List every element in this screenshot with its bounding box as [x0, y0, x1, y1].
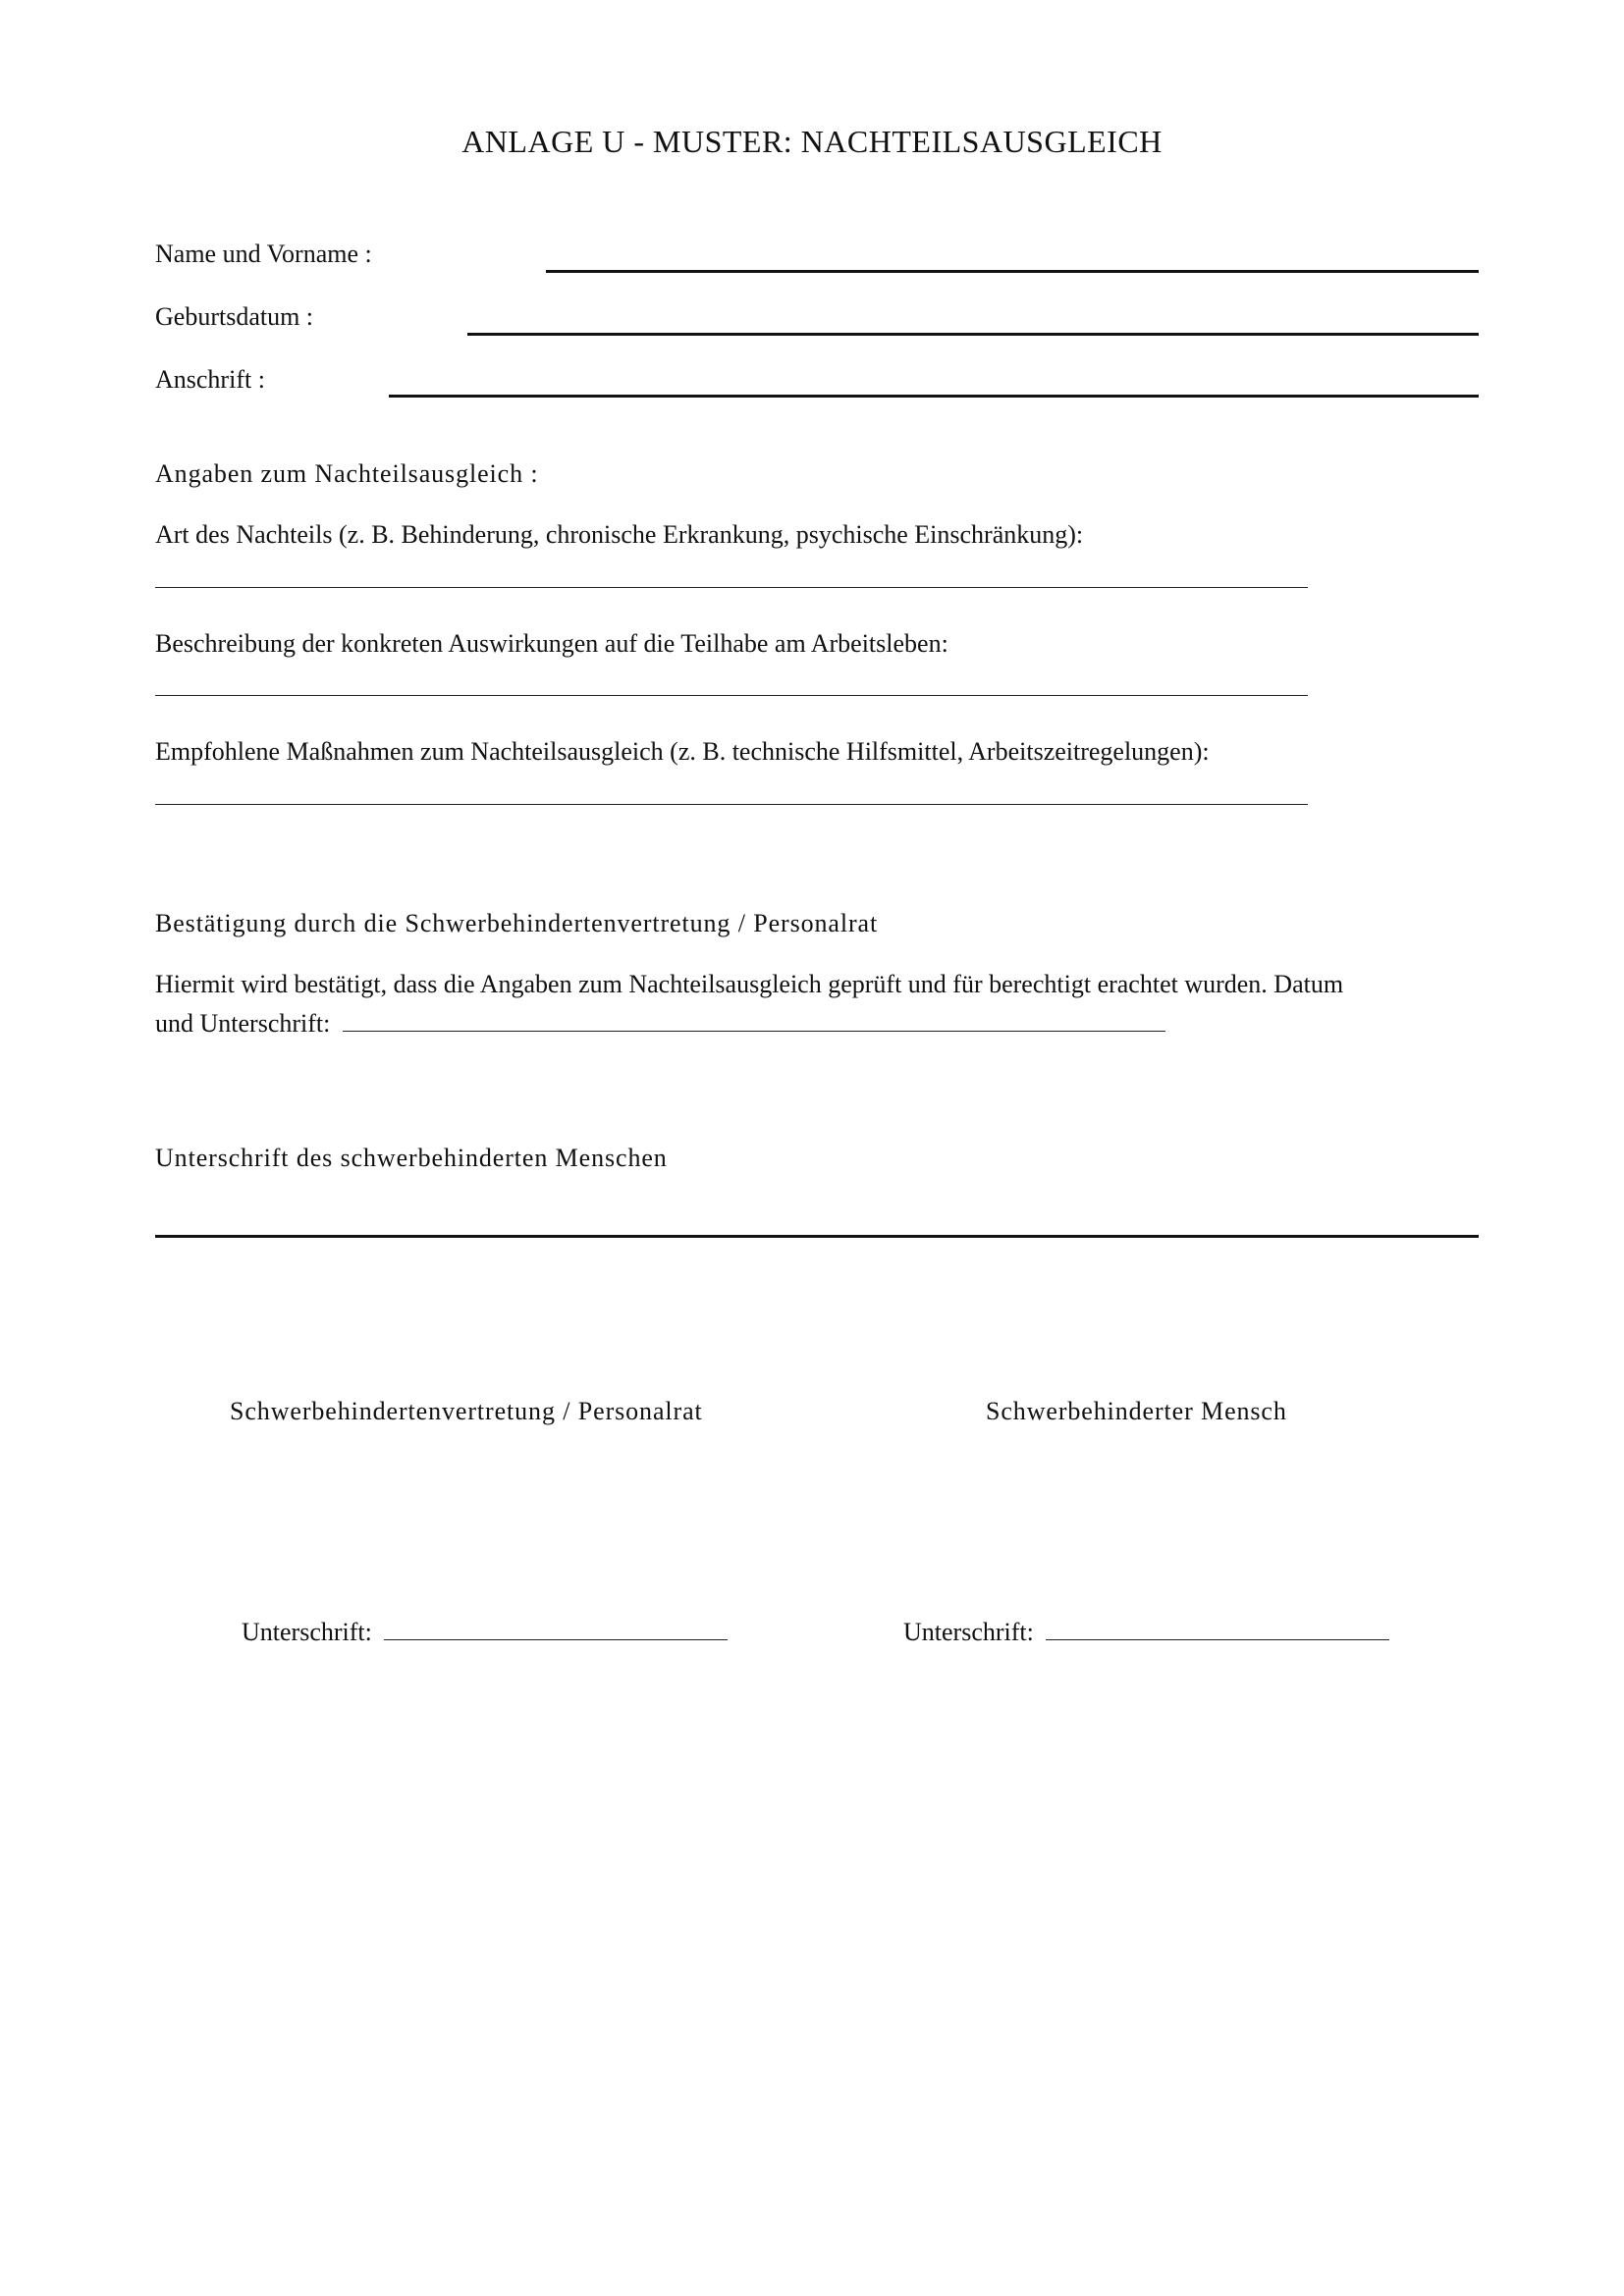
- effects-label: Beschreibung der konkreten Auswirkungen auf die Teilhabe am Arbeitsleben:: [155, 629, 948, 658]
- right-role-label: Schwerbehinderter Mensch: [986, 1397, 1287, 1425]
- person-signature-field[interactable]: [155, 1235, 1479, 1238]
- measures-field[interactable]: [155, 804, 1308, 805]
- measures-label: Empfohlene Maßnahmen zum Nachteilsausgleich (z. B. technische Hilfsmittel, Arbeitszeitregelungen):: [155, 737, 1210, 766]
- disadvantage-type-label: Art des Nachteils (z. B. Behinderung, chronische Erkrankung, psychische Einschränkung):: [155, 520, 1084, 549]
- right-signature: [903, 1618, 1389, 1647]
- left-signature-field[interactable]: [384, 1638, 728, 1640]
- details-heading: Angaben zum Nachteilsausgleich :: [155, 459, 539, 488]
- birthdate-label: Geburtsdatum :: [155, 302, 314, 331]
- confirmation-text-line1: Hiermit wird bestätigt, dass die Angaben zum Nachteilsausgleich geprüft und für berechtigt erachtet wurden. Datum: [155, 970, 1344, 998]
- person-signature-heading: Unterschrift des schwerbehinderten Menschen: [155, 1144, 668, 1172]
- address-label: Anschrift :: [155, 365, 265, 394]
- confirmation-signature-field[interactable]: [343, 1030, 1165, 1032]
- address-field[interactable]: [389, 395, 1479, 398]
- left-signature: [242, 1618, 728, 1647]
- right-signature-field[interactable]: [1046, 1638, 1389, 1640]
- left-signature-label: Unterschrift:: [242, 1618, 372, 1646]
- disadvantage-type-field[interactable]: [155, 587, 1308, 588]
- effects-field[interactable]: [155, 695, 1308, 696]
- confirmation-heading: Bestätigung durch die Schwerbehindertenvertretung / Personalrat: [155, 909, 879, 937]
- name-field[interactable]: [546, 270, 1479, 273]
- birthdate-field[interactable]: [467, 333, 1479, 336]
- confirmation-text-line2: [155, 1009, 1165, 1039]
- right-signature-label: Unterschrift:: [903, 1618, 1034, 1646]
- confirmation-signature-label: und Unterschrift:: [155, 1009, 331, 1038]
- name-label: Name und Vorname :: [155, 240, 372, 268]
- page-title: ANLAGE U - MUSTER: NACHTEILSAUSGLEICH: [461, 124, 1163, 159]
- left-role-label: Schwerbehindertenvertretung / Personalrat: [230, 1397, 703, 1425]
